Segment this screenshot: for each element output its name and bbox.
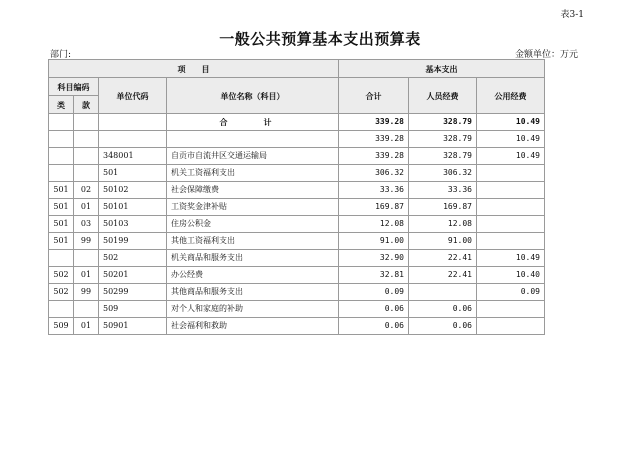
unit-name-cell: 机关工资福利支出 xyxy=(167,165,339,182)
header-public: 公用经费 xyxy=(477,78,545,114)
section-cell xyxy=(74,148,99,165)
personnel-cell: 328.79 xyxy=(409,148,477,165)
budget-table xyxy=(48,59,545,335)
unit-name-cell: 其他工资福利支出 xyxy=(167,233,339,250)
personnel-cell: 169.87 xyxy=(409,199,477,216)
personnel-cell: 328.79 xyxy=(409,131,477,148)
unit-name-cell: 社会福利和救助 xyxy=(167,318,339,335)
table-row xyxy=(49,301,545,318)
class-cell xyxy=(49,148,74,165)
personnel-cell xyxy=(409,284,477,301)
unit-code-cell: 501 xyxy=(99,165,167,182)
department-label: 部门: xyxy=(50,50,72,60)
table-row xyxy=(49,216,545,233)
personnel-cell: 0.06 xyxy=(409,318,477,335)
total-cell: 0.06 xyxy=(339,301,409,318)
public-cell xyxy=(477,182,545,199)
total-cell: 339.28 xyxy=(339,131,409,148)
section-cell: 01 xyxy=(74,199,99,216)
section-cell xyxy=(74,250,99,267)
section-cell: 01 xyxy=(74,318,99,335)
public-cell xyxy=(477,165,545,182)
class-cell xyxy=(49,114,74,131)
class-cell xyxy=(49,165,74,182)
header-section: 款 xyxy=(74,96,99,114)
table-row xyxy=(49,131,545,148)
table-row xyxy=(49,233,545,250)
class-cell: 509 xyxy=(49,318,74,335)
total-cell: 32.90 xyxy=(339,250,409,267)
unit-name-cell: 机关商品和服务支出 xyxy=(167,250,339,267)
personnel-cell: 33.36 xyxy=(409,182,477,199)
total-cell: 339.28 xyxy=(339,148,409,165)
unit-code-cell: 50103 xyxy=(99,216,167,233)
header-unit-code: 单位代码 xyxy=(99,78,167,114)
total-cell: 0.09 xyxy=(339,284,409,301)
table-row xyxy=(49,199,545,216)
table-row xyxy=(49,148,545,165)
unit-code-cell xyxy=(99,131,167,148)
section-cell: 99 xyxy=(74,233,99,250)
unit-code-cell: 50102 xyxy=(99,182,167,199)
unit-name-cell: 办公经费 xyxy=(167,267,339,284)
section-cell: 03 xyxy=(74,216,99,233)
public-cell xyxy=(477,216,545,233)
public-cell: 10.40 xyxy=(477,267,545,284)
header-basic-expense: 基本支出 xyxy=(339,60,545,78)
unit-code-cell: 50901 xyxy=(99,318,167,335)
total-cell: 339.28 xyxy=(339,114,409,131)
table-row xyxy=(49,318,545,335)
section-cell: 01 xyxy=(74,267,99,284)
unit-code-cell: 502 xyxy=(99,250,167,267)
section-cell: 02 xyxy=(74,182,99,199)
public-cell xyxy=(477,233,545,250)
class-cell: 501 xyxy=(49,216,74,233)
unit-code-cell xyxy=(99,114,167,131)
header-row-1 xyxy=(49,60,545,78)
section-cell xyxy=(74,131,99,148)
header-row-2 xyxy=(49,78,545,96)
class-cell: 501 xyxy=(49,233,74,250)
header-subject-code: 科目编码 xyxy=(49,78,99,96)
class-cell xyxy=(49,131,74,148)
section-cell xyxy=(74,114,99,131)
total-cell: 91.00 xyxy=(339,233,409,250)
section-cell xyxy=(74,165,99,182)
total-cell: 32.81 xyxy=(339,267,409,284)
unit-name-cell: 合 计 xyxy=(167,114,339,131)
amount-unit-label: 金额单位：万元 xyxy=(514,50,578,60)
unit-name-cell xyxy=(167,131,339,148)
personnel-cell: 22.41 xyxy=(409,267,477,284)
total-cell: 0.06 xyxy=(339,318,409,335)
class-cell: 502 xyxy=(49,267,74,284)
class-cell: 501 xyxy=(49,199,74,216)
class-cell: 502 xyxy=(49,284,74,301)
class-cell xyxy=(49,250,74,267)
public-cell xyxy=(477,301,545,318)
section-cell xyxy=(74,301,99,318)
total-cell: 306.32 xyxy=(339,165,409,182)
section-cell: 99 xyxy=(74,284,99,301)
table-row xyxy=(49,182,545,199)
public-cell xyxy=(477,318,545,335)
unit-name-cell: 其他商品和服务支出 xyxy=(167,284,339,301)
unit-code-cell: 50199 xyxy=(99,233,167,250)
class-cell: 501 xyxy=(49,182,74,199)
total-cell: 169.87 xyxy=(339,199,409,216)
total-cell: 12.08 xyxy=(339,216,409,233)
table-number: 表3-1 xyxy=(560,10,584,20)
header-total: 合计 xyxy=(339,78,409,114)
unit-name-cell: 住房公积金 xyxy=(167,216,339,233)
public-cell: 10.49 xyxy=(477,148,545,165)
header-unit-name: 单位名称（科目） xyxy=(167,78,339,114)
document-title: 一般公共预算基本支出预算表 xyxy=(219,30,421,48)
unit-code-cell: 50299 xyxy=(99,284,167,301)
unit-name-cell: 对个人和家庭的补助 xyxy=(167,301,339,318)
unit-name-cell: 社会保障缴费 xyxy=(167,182,339,199)
header-personnel: 人员经费 xyxy=(409,78,477,114)
personnel-cell: 22.41 xyxy=(409,250,477,267)
personnel-cell: 12.08 xyxy=(409,216,477,233)
total-row xyxy=(49,114,545,131)
personnel-cell: 328.79 xyxy=(409,114,477,131)
unit-code-cell: 50201 xyxy=(99,267,167,284)
unit-code-cell: 348001 xyxy=(99,148,167,165)
unit-name-cell: 自贡市自流井区交通运输局 xyxy=(167,148,339,165)
table-row xyxy=(49,250,545,267)
public-cell xyxy=(477,199,545,216)
table-row xyxy=(49,165,545,182)
personnel-cell: 306.32 xyxy=(409,165,477,182)
personnel-cell: 91.00 xyxy=(409,233,477,250)
header-class: 类 xyxy=(49,96,74,114)
table-row xyxy=(49,267,545,284)
class-cell xyxy=(49,301,74,318)
public-cell: 10.49 xyxy=(477,250,545,267)
public-cell: 0.09 xyxy=(477,284,545,301)
public-cell: 10.49 xyxy=(477,131,545,148)
unit-name-cell: 工资奖金津补贴 xyxy=(167,199,339,216)
unit-code-cell: 50101 xyxy=(99,199,167,216)
unit-code-cell: 509 xyxy=(99,301,167,318)
personnel-cell: 0.06 xyxy=(409,301,477,318)
total-cell: 33.36 xyxy=(339,182,409,199)
header-project: 项 目 xyxy=(49,60,339,78)
public-cell: 10.49 xyxy=(477,114,545,131)
table-row xyxy=(49,284,545,301)
table-body xyxy=(49,60,545,335)
